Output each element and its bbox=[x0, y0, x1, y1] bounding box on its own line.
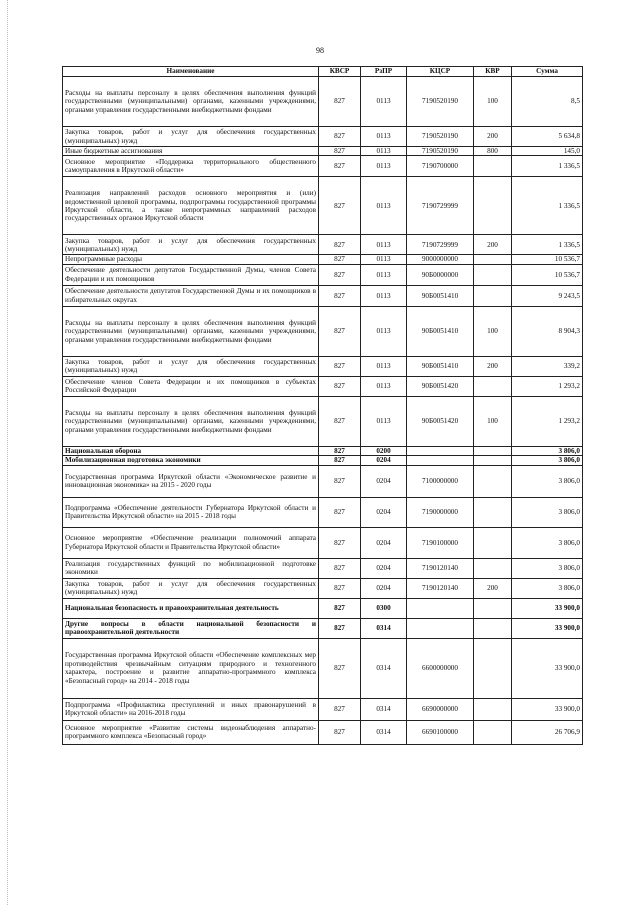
cell-name: Национальная безопасность и правоохранительная деятельность bbox=[63, 598, 319, 618]
cell-kvr bbox=[474, 177, 512, 235]
cell-kvsr: 827 bbox=[319, 720, 361, 744]
cell-name: Непрограммные расходы bbox=[63, 255, 319, 264]
cell-rzpr: 0204 bbox=[361, 456, 407, 465]
cell-kcsr: 7100000000 bbox=[407, 465, 474, 497]
cell-kvsr: 827 bbox=[319, 527, 361, 558]
cell-rzpr: 0113 bbox=[361, 396, 407, 446]
cell-sum: 1 293,2 bbox=[512, 396, 583, 446]
cell-kcsr: 90Б0000000 bbox=[407, 264, 474, 285]
table-row bbox=[63, 527, 583, 558]
cell-sum: 8 904,3 bbox=[512, 306, 583, 356]
table-body bbox=[63, 77, 583, 745]
header-kcsr: КЦСР bbox=[407, 67, 474, 77]
cell-sum: 339,2 bbox=[512, 356, 583, 376]
cell-kvr bbox=[474, 598, 512, 618]
cell-name: Национальная оборона bbox=[63, 446, 319, 455]
cell-rzpr: 0113 bbox=[361, 356, 407, 376]
cell-kvsr: 827 bbox=[319, 558, 361, 578]
cell-sum: 10 536,7 bbox=[512, 255, 583, 264]
cell-kvsr: 827 bbox=[319, 356, 361, 376]
cell-kvsr: 827 bbox=[319, 497, 361, 527]
cell-kvr bbox=[474, 618, 512, 638]
cell-kvsr: 827 bbox=[319, 396, 361, 446]
cell-kcsr bbox=[407, 446, 474, 455]
cell-kvsr: 827 bbox=[319, 255, 361, 264]
cell-kvsr: 827 bbox=[319, 147, 361, 156]
cell-kvr bbox=[474, 497, 512, 527]
cell-kvsr: 827 bbox=[319, 177, 361, 235]
margin-dots bbox=[7, 0, 9, 905]
cell-sum: 33 900,0 bbox=[512, 698, 583, 720]
cell-sum: 3 806,0 bbox=[512, 578, 583, 598]
cell-kcsr: 90Б0051410 bbox=[407, 356, 474, 376]
cell-rzpr: 0113 bbox=[361, 285, 407, 306]
cell-kcsr: 7190520190 bbox=[407, 77, 474, 127]
table-row bbox=[63, 156, 583, 177]
cell-kvsr: 827 bbox=[319, 127, 361, 147]
cell-rzpr: 0204 bbox=[361, 558, 407, 578]
cell-kvsr: 827 bbox=[319, 285, 361, 306]
cell-sum: 1 293,2 bbox=[512, 376, 583, 396]
cell-kcsr: 9000000000 bbox=[407, 255, 474, 264]
cell-rzpr: 0314 bbox=[361, 698, 407, 720]
table-row bbox=[63, 497, 583, 527]
cell-rzpr: 0113 bbox=[361, 376, 407, 396]
cell-name: Расходы на выплаты персоналу в целях обеспечения выполнения функций государственными (муниципальными) органами, казенными учреждениями, органами управления государственными внебюджетными фондами bbox=[63, 396, 319, 446]
cell-kcsr: 6690100000 bbox=[407, 720, 474, 744]
cell-kcsr: 6690000000 bbox=[407, 698, 474, 720]
cell-kvr bbox=[474, 465, 512, 497]
cell-kvr: 100 bbox=[474, 306, 512, 356]
cell-rzpr: 0113 bbox=[361, 235, 407, 255]
table-row bbox=[63, 720, 583, 744]
cell-kvr bbox=[474, 255, 512, 264]
table-header-row bbox=[63, 67, 583, 77]
cell-kcsr: 7190729999 bbox=[407, 177, 474, 235]
cell-kvsr: 827 bbox=[319, 618, 361, 638]
table-row bbox=[63, 456, 583, 465]
cell-kvsr: 827 bbox=[319, 77, 361, 127]
cell-sum: 3 806,0 bbox=[512, 558, 583, 578]
cell-sum: 1 336,5 bbox=[512, 177, 583, 235]
cell-kvr: 200 bbox=[474, 235, 512, 255]
cell-rzpr: 0204 bbox=[361, 527, 407, 558]
cell-sum: 33 900,0 bbox=[512, 598, 583, 618]
cell-name: Обеспечение деятельности депутатов Государственной Думы и их помощников в избирательных округах bbox=[63, 285, 319, 306]
table-row bbox=[63, 598, 583, 618]
cell-kcsr bbox=[407, 598, 474, 618]
cell-rzpr: 0113 bbox=[361, 156, 407, 177]
cell-sum: 3 806,0 bbox=[512, 527, 583, 558]
table-row bbox=[63, 255, 583, 264]
cell-kvr bbox=[474, 558, 512, 578]
table-row bbox=[63, 127, 583, 147]
cell-name: Закупка товаров, работ и услуг для обеспечения государственных (муниципальных) нужд bbox=[63, 127, 319, 147]
cell-kvr bbox=[474, 285, 512, 306]
cell-kvr: 200 bbox=[474, 127, 512, 147]
cell-kvr bbox=[474, 720, 512, 744]
table-row bbox=[63, 465, 583, 497]
cell-sum: 3 806,0 bbox=[512, 465, 583, 497]
cell-name: Закупка товаров, работ и услуг для обеспечения государственных (муниципальных) нужд bbox=[63, 356, 319, 376]
cell-sum: 3 806,0 bbox=[512, 446, 583, 455]
header-rzpr: РзПР bbox=[361, 67, 407, 77]
cell-kcsr: 7190729999 bbox=[407, 235, 474, 255]
cell-rzpr: 0113 bbox=[361, 177, 407, 235]
cell-name: Другие вопросы в области национальной безопасности и правоохранительной деятельности bbox=[63, 618, 319, 638]
table-row bbox=[63, 698, 583, 720]
cell-kcsr: 7190100000 bbox=[407, 527, 474, 558]
table-row bbox=[63, 285, 583, 306]
cell-kvsr: 827 bbox=[319, 578, 361, 598]
cell-sum: 9 243,5 bbox=[512, 285, 583, 306]
cell-kcsr: 6600000000 bbox=[407, 638, 474, 698]
cell-rzpr: 0113 bbox=[361, 306, 407, 356]
cell-kcsr: 7190520190 bbox=[407, 127, 474, 147]
cell-sum: 145,0 bbox=[512, 147, 583, 156]
table-row bbox=[63, 618, 583, 638]
cell-kcsr: 7190000000 bbox=[407, 497, 474, 527]
cell-name: Подпрограмма «Профилактика преступлений и иных правонарушений в Иркутской области» на 2016-2018 годы bbox=[63, 698, 319, 720]
cell-rzpr: 0113 bbox=[361, 264, 407, 285]
cell-name: Мобилизационная подготовка экономики bbox=[63, 456, 319, 465]
cell-rzpr: 0113 bbox=[361, 255, 407, 264]
cell-rzpr: 0113 bbox=[361, 147, 407, 156]
cell-kcsr: 90Б0051410 bbox=[407, 306, 474, 356]
cell-sum: 1 336,5 bbox=[512, 235, 583, 255]
cell-kvr: 100 bbox=[474, 77, 512, 127]
cell-name: Закупка товаров, работ и услуг для обеспечения государственных (муниципальных) нужд bbox=[63, 235, 319, 255]
cell-sum: 3 806,0 bbox=[512, 497, 583, 527]
table-row bbox=[63, 578, 583, 598]
cell-rzpr: 0204 bbox=[361, 465, 407, 497]
cell-name: Государственная программа Иркутской области «Обеспечение комплексных мер противодействия чрезвычайным ситуациям природного и техногенного характера, построение и развитие аппаратно-программного комплекса «Безопасный город» на 2014 - 2018 годы bbox=[63, 638, 319, 698]
cell-name: Реализация направлений расходов основного мероприятия и (или) ведомственной целевой программы, подпрограммы государственной программы Иркутской области, а также непрограммных направлений расходов государственных органов Иркутской области bbox=[63, 177, 319, 235]
budget-table bbox=[62, 66, 583, 745]
cell-sum: 1 336,5 bbox=[512, 156, 583, 177]
cell-kvsr: 827 bbox=[319, 306, 361, 356]
cell-rzpr: 0113 bbox=[361, 77, 407, 127]
cell-kvr bbox=[474, 376, 512, 396]
cell-name: Реализация государственных функций по мобилизационной подготовке экономики bbox=[63, 558, 319, 578]
cell-name: Обеспечение деятельности депутатов Государственной Думы, членов Совета Федерации и их помощников bbox=[63, 264, 319, 285]
table-row bbox=[63, 638, 583, 698]
table-row bbox=[63, 446, 583, 455]
cell-kvsr: 827 bbox=[319, 598, 361, 618]
cell-name: Иные бюджетные ассигнования bbox=[63, 147, 319, 156]
table-row bbox=[63, 147, 583, 156]
cell-kvr bbox=[474, 446, 512, 455]
cell-sum: 26 706,9 bbox=[512, 720, 583, 744]
table-row bbox=[63, 356, 583, 376]
cell-name: Расходы на выплаты персоналу в целях обеспечения выполнения функций государственными (муниципальными) органами, казенными учреждениями, органами управления государственными внебюджетными фондами bbox=[63, 306, 319, 356]
cell-kcsr: 7190120140 bbox=[407, 578, 474, 598]
cell-rzpr: 0314 bbox=[361, 618, 407, 638]
cell-sum: 8,5 bbox=[512, 77, 583, 127]
header-name: Наименование bbox=[63, 67, 319, 77]
cell-kcsr: 7190700000 bbox=[407, 156, 474, 177]
header-kvr: КВР bbox=[474, 67, 512, 77]
cell-kvr bbox=[474, 156, 512, 177]
cell-name: Обеспечение членов Совета Федерации и их помощников в субъектах Российской Федерации bbox=[63, 376, 319, 396]
table-row bbox=[63, 77, 583, 127]
cell-sum: 5 634,8 bbox=[512, 127, 583, 147]
cell-kvr bbox=[474, 527, 512, 558]
cell-kvr: 800 bbox=[474, 147, 512, 156]
cell-kcsr: 7190520190 bbox=[407, 147, 474, 156]
cell-sum: 3 806,0 bbox=[512, 456, 583, 465]
cell-name: Закупка товаров, работ и услуг для обеспечения государственных (муниципальных) нужд bbox=[63, 578, 319, 598]
cell-kvr bbox=[474, 698, 512, 720]
cell-kvr: 200 bbox=[474, 578, 512, 598]
cell-rzpr: 0200 bbox=[361, 446, 407, 455]
cell-kcsr: 7190120140 bbox=[407, 558, 474, 578]
cell-name: Расходы на выплаты персоналу в целях обеспечения выполнения функций государственными (муниципальными) органами, казенными учреждениями, органами управления государственными внебюджетными фондами bbox=[63, 77, 319, 127]
cell-kvr bbox=[474, 456, 512, 465]
cell-kvsr: 827 bbox=[319, 264, 361, 285]
cell-rzpr: 0113 bbox=[361, 127, 407, 147]
cell-kvsr: 827 bbox=[319, 465, 361, 497]
table-row bbox=[63, 558, 583, 578]
cell-rzpr: 0300 bbox=[361, 598, 407, 618]
table-row bbox=[63, 264, 583, 285]
table-row bbox=[63, 177, 583, 235]
cell-kvsr: 827 bbox=[319, 446, 361, 455]
cell-kvsr: 827 bbox=[319, 638, 361, 698]
cell-name: Основное мероприятие «Развитие системы видеонаблюдения аппаратно-программного комплекса «Безопасный город» bbox=[63, 720, 319, 744]
cell-kcsr: 90Б0051420 bbox=[407, 376, 474, 396]
cell-name: Государственная программа Иркутской области «Экономическое развитие и инновационная экономика» на 2015 - 2020 годы bbox=[63, 465, 319, 497]
cell-rzpr: 0314 bbox=[361, 638, 407, 698]
table-row bbox=[63, 376, 583, 396]
cell-kcsr bbox=[407, 456, 474, 465]
cell-kvr bbox=[474, 264, 512, 285]
table-row bbox=[63, 396, 583, 446]
page-number: 98 bbox=[316, 46, 324, 55]
cell-rzpr: 0204 bbox=[361, 578, 407, 598]
cell-kcsr bbox=[407, 618, 474, 638]
header-sum: Сумма bbox=[512, 67, 583, 77]
cell-sum: 33 900,0 bbox=[512, 618, 583, 638]
cell-kvsr: 827 bbox=[319, 235, 361, 255]
cell-kcsr: 90Б0051420 bbox=[407, 396, 474, 446]
cell-kvr: 200 bbox=[474, 356, 512, 376]
cell-sum: 10 536,7 bbox=[512, 264, 583, 285]
cell-kcsr: 90Б0051410 bbox=[407, 285, 474, 306]
cell-rzpr: 0314 bbox=[361, 720, 407, 744]
cell-kvsr: 827 bbox=[319, 698, 361, 720]
cell-sum: 33 900,0 bbox=[512, 638, 583, 698]
table-row bbox=[63, 306, 583, 356]
cell-kvsr: 827 bbox=[319, 156, 361, 177]
cell-kvsr: 827 bbox=[319, 376, 361, 396]
cell-kvr bbox=[474, 638, 512, 698]
header-kvsr: КВСР bbox=[319, 67, 361, 77]
cell-name: Подпрограмма «Обеспечение деятельности Губернатора Иркутской области и Правительства Иркутской области» на 2015 - 2018 годы bbox=[63, 497, 319, 527]
cell-name: Основное мероприятие «Поддержка территориального общественного самоуправления в Иркутской области» bbox=[63, 156, 319, 177]
table-row bbox=[63, 235, 583, 255]
cell-rzpr: 0204 bbox=[361, 497, 407, 527]
cell-kvsr: 827 bbox=[319, 456, 361, 465]
cell-kvr: 100 bbox=[474, 396, 512, 446]
cell-name: Основное мероприятие «Обеспечение реализации полномочий аппарата Губернатора Иркутской области и Правительства Иркутской области» bbox=[63, 527, 319, 558]
